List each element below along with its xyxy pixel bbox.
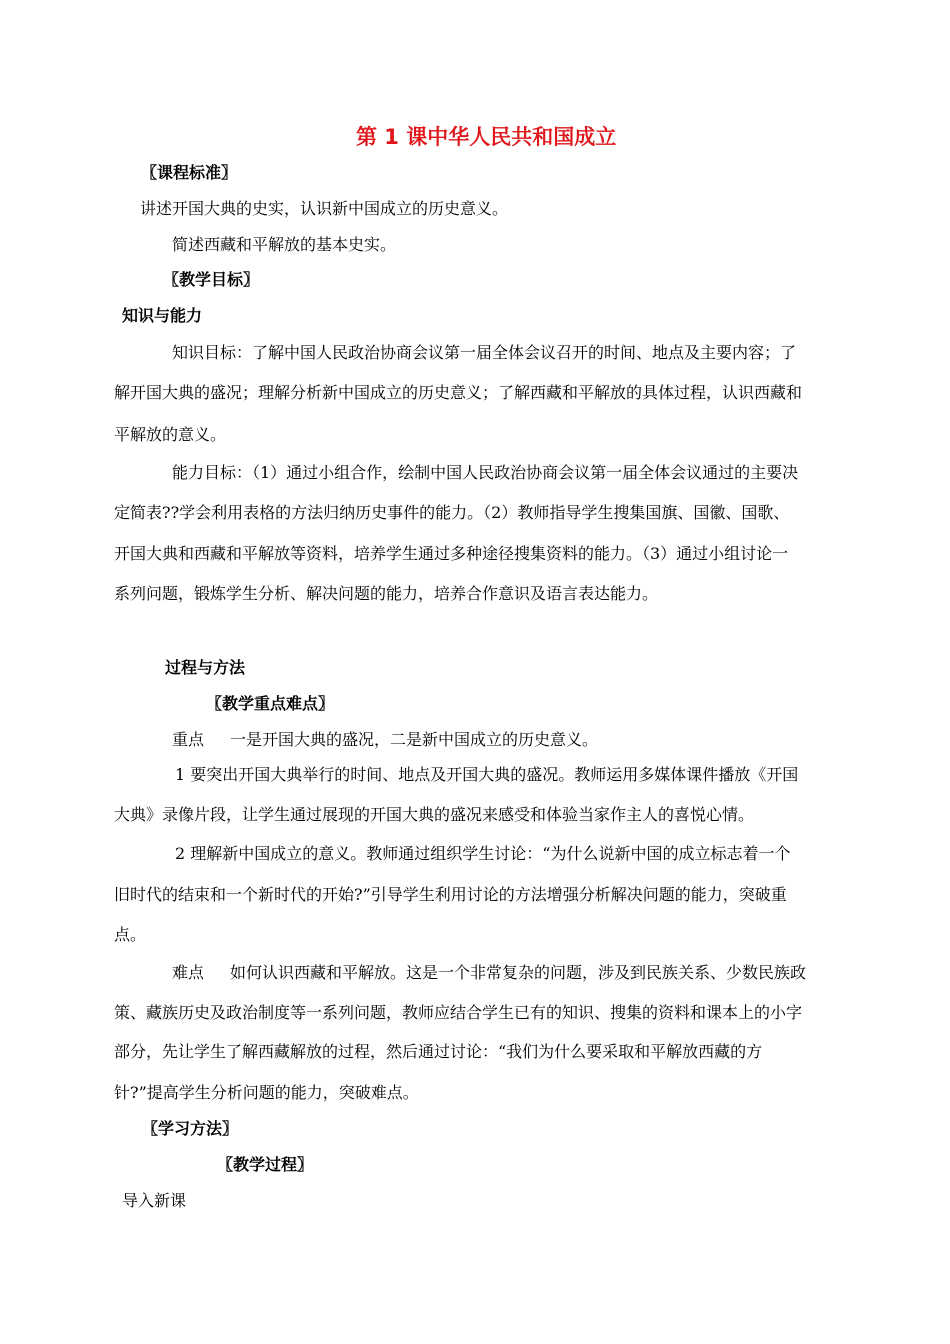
knowledge-paragraph-line: 平解放的意义。: [114, 425, 227, 444]
teaching-goals-heading: 〖教学目标〗: [163, 270, 260, 289]
teaching-process-heading: 〖教学过程〗: [217, 1155, 314, 1174]
key-point-label: 重点: [172, 730, 205, 749]
key-point-line: [172, 729, 598, 751]
knowledge-ability-heading: 知识与能力: [122, 306, 203, 325]
key-point2-line: 2 理解新中国成立的意义。教师通过组织学生讨论：“为什么说新中国的成立标志着一个: [175, 844, 791, 863]
ability-paragraph-line: 能力目标：（1）通过小组合作，绘制中国人民政治协商会议第一届全体会议通过的主要决: [172, 463, 799, 482]
key-point2-line: 旧时代的结束和一个新时代的开始?”引导学生利用讨论的方法增强分析解决问题的能力，突破重: [114, 885, 787, 904]
difficult-point-text: 如何认识西藏和平解放。这是一个非常复杂的问题，涉及到民族关系、少数民族政: [230, 963, 807, 982]
ability-paragraph-line: 定简表??学会利用表格的方法归纳历史事件的能力。（2）教师指导学生搜集国旗、国徽、国歌、: [114, 503, 790, 522]
key-point1-line: 大典》录像片段，让学生通过展现的开国大典的盛况来感受和体验当家作主人的喜悦心情。: [114, 805, 755, 824]
key-point2-line: 点。: [114, 925, 147, 944]
key-point-text: 一是开国大典的盛况，二是新中国成立的历史意义。: [230, 730, 599, 749]
process-method-heading: 过程与方法: [165, 658, 246, 677]
difficult-paragraph-line: 策、藏族历史及政治制度等一系列问题，教师应结合学生已有的知识、搜集的资料和课本上的小字: [114, 1003, 803, 1022]
difficult-point-label: 难点: [172, 963, 205, 982]
intro-line: 导入新课: [122, 1191, 187, 1210]
learning-method-heading: 〖学习方法〗: [142, 1119, 239, 1138]
course-standard-heading: 〖课程标准〗: [141, 163, 238, 182]
standard-line: 简述西藏和平解放的基本史实。: [172, 235, 397, 254]
difficult-paragraph-line: 部分，先让学生了解西藏解放的过程，然后通过讨论：“我们为什么要采取和平解放西藏的方: [114, 1042, 763, 1061]
knowledge-paragraph-line: 知识目标：了解中国人民政治协商会议第一届全体会议召开的时间、地点及主要内容；了: [172, 343, 797, 362]
difficult-point-line: [172, 962, 806, 984]
knowledge-paragraph-line: 解开国大典的盛况；理解分析新中国成立的历史意义；了解西藏和平解放的具体过程，认识西藏和: [114, 383, 803, 402]
page-title: 第 1 课中华人民共和国成立: [356, 125, 617, 149]
ability-paragraph-line: 系列问题，锻炼学生分析、解决问题的能力，培养合作意识及语言表达能力。: [114, 584, 659, 603]
standard-line: 讲述开国大典的史实，认识新中国成立的历史意义。: [140, 199, 509, 218]
ability-paragraph-line: 开国大典和西藏和平解放等资料，培养学生通过多种途径搜集资料的能力。（3）通过小组讨论一: [114, 544, 789, 563]
key-point1-line: 1 要突出开国大典举行的时间、地点及开国大典的盛况。教师运用多媒体课件播放《开国: [175, 765, 799, 784]
key-difficult-heading: 〖教学重点难点〗: [206, 694, 335, 713]
difficult-paragraph-line: 针?”提高学生分析问题的能力，突破难点。: [114, 1083, 419, 1102]
